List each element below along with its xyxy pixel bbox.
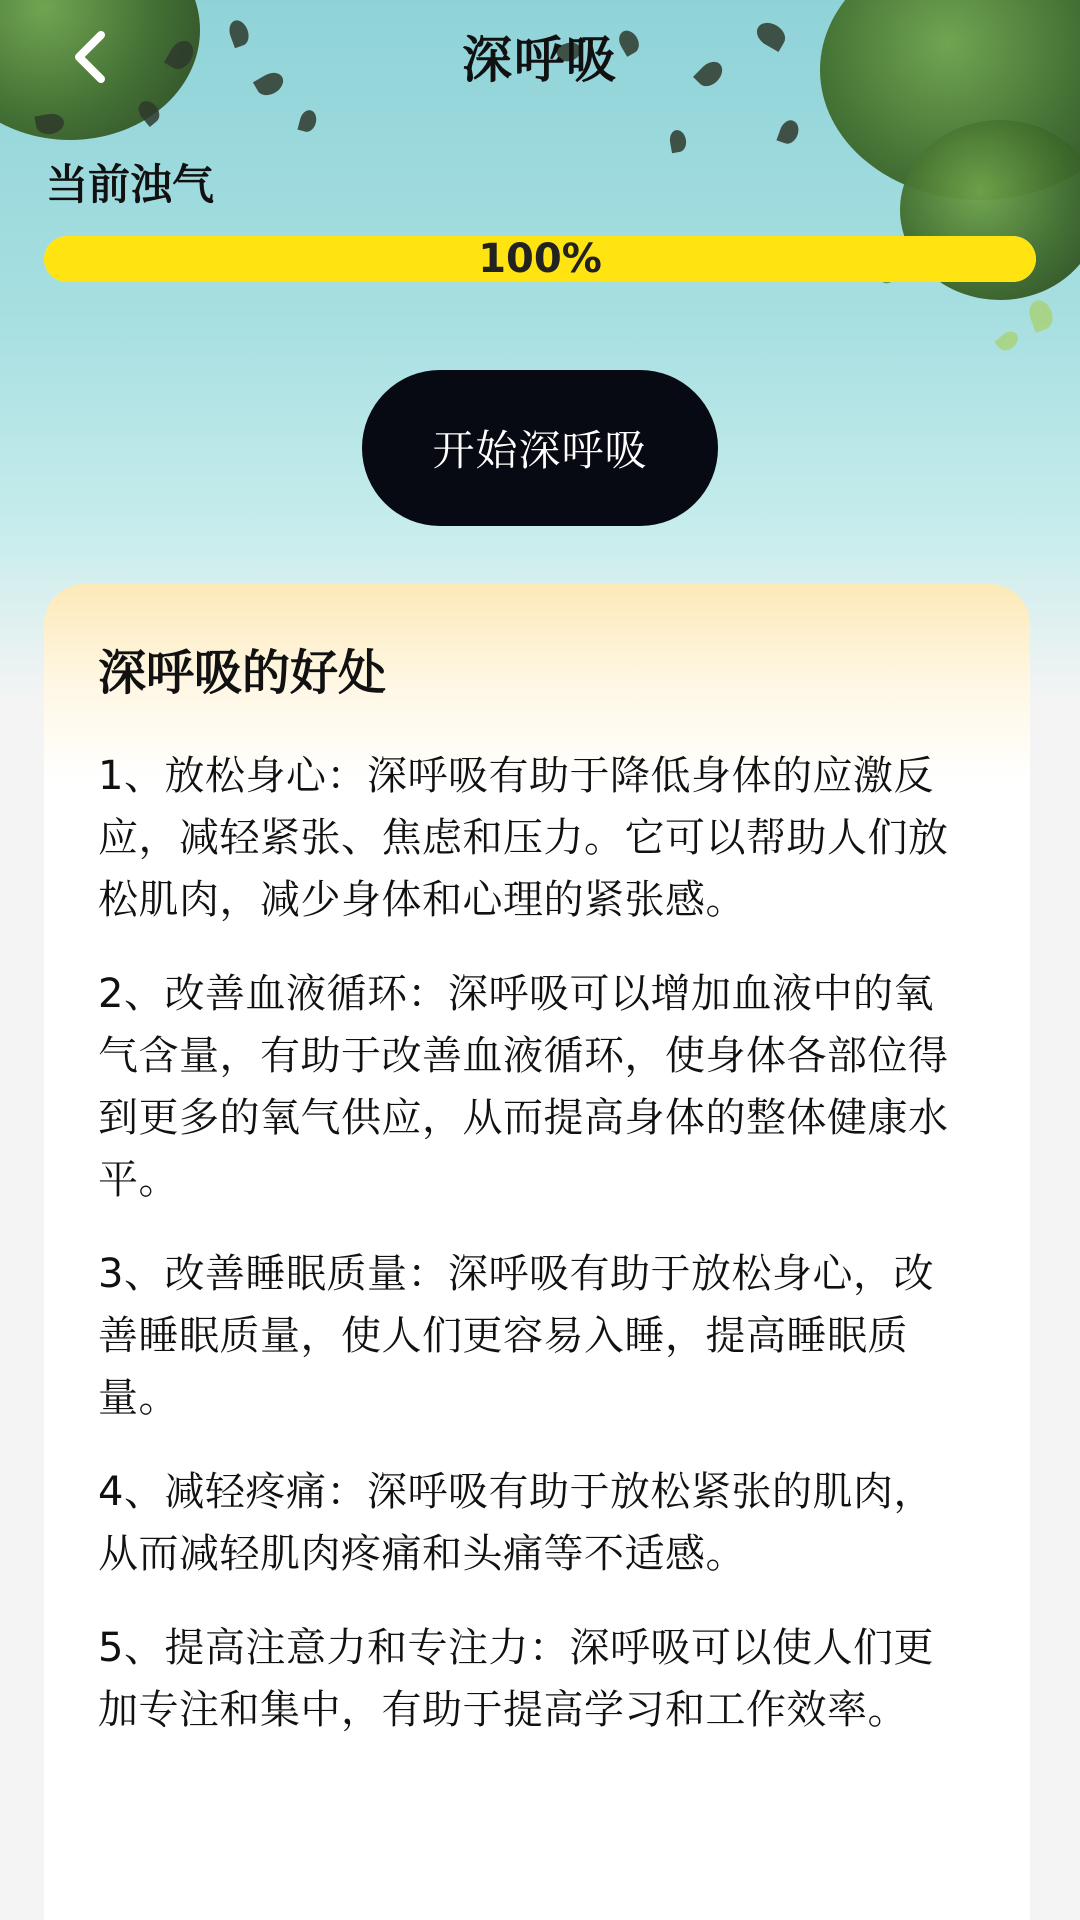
benefits-title: 深呼吸的好处 bbox=[98, 645, 387, 701]
benefit-item: 3、改善睡眠质量：深呼吸有助于放松身心，改善睡眠质量，使人们更容易入睡，提高睡眠质量。 bbox=[98, 1251, 934, 1421]
start-deep-breath-button[interactable]: 开始深呼吸 bbox=[362, 370, 718, 526]
benefit-item: 5、提高注意力和专注力：深呼吸可以使人们更加专注和集中，有助于提高学习和工作效率。 bbox=[98, 1625, 934, 1733]
benefit-item: 1、放松身心：深呼吸有助于降低身体的应激反应，减轻紧张、焦虑和压力。它可以帮助人们放松肌肉，减少身体和心理的紧张感。 bbox=[98, 753, 949, 923]
top-bar bbox=[0, 0, 1080, 130]
progress-percent-text: 100% bbox=[478, 236, 602, 282]
dirty-air-progress-bar bbox=[44, 236, 1036, 282]
benefit-item: 4、减轻疼痛：深呼吸有助于放松紧张的肌肉，从而减轻肌肉疼痛和头痛等不适感。 bbox=[98, 1469, 934, 1577]
current-dirty-air-label: 当前浊气 bbox=[46, 160, 215, 209]
benefits-card bbox=[44, 584, 1030, 1920]
benefit-item: 2、改善血液循环：深呼吸可以增加血液中的氧气含量，有助于改善血液循环，使身体各部位得到更多的氧气供应，从而提高身体的整体健康水平。 bbox=[98, 971, 949, 1203]
page-title: 深呼吸 bbox=[462, 31, 618, 89]
